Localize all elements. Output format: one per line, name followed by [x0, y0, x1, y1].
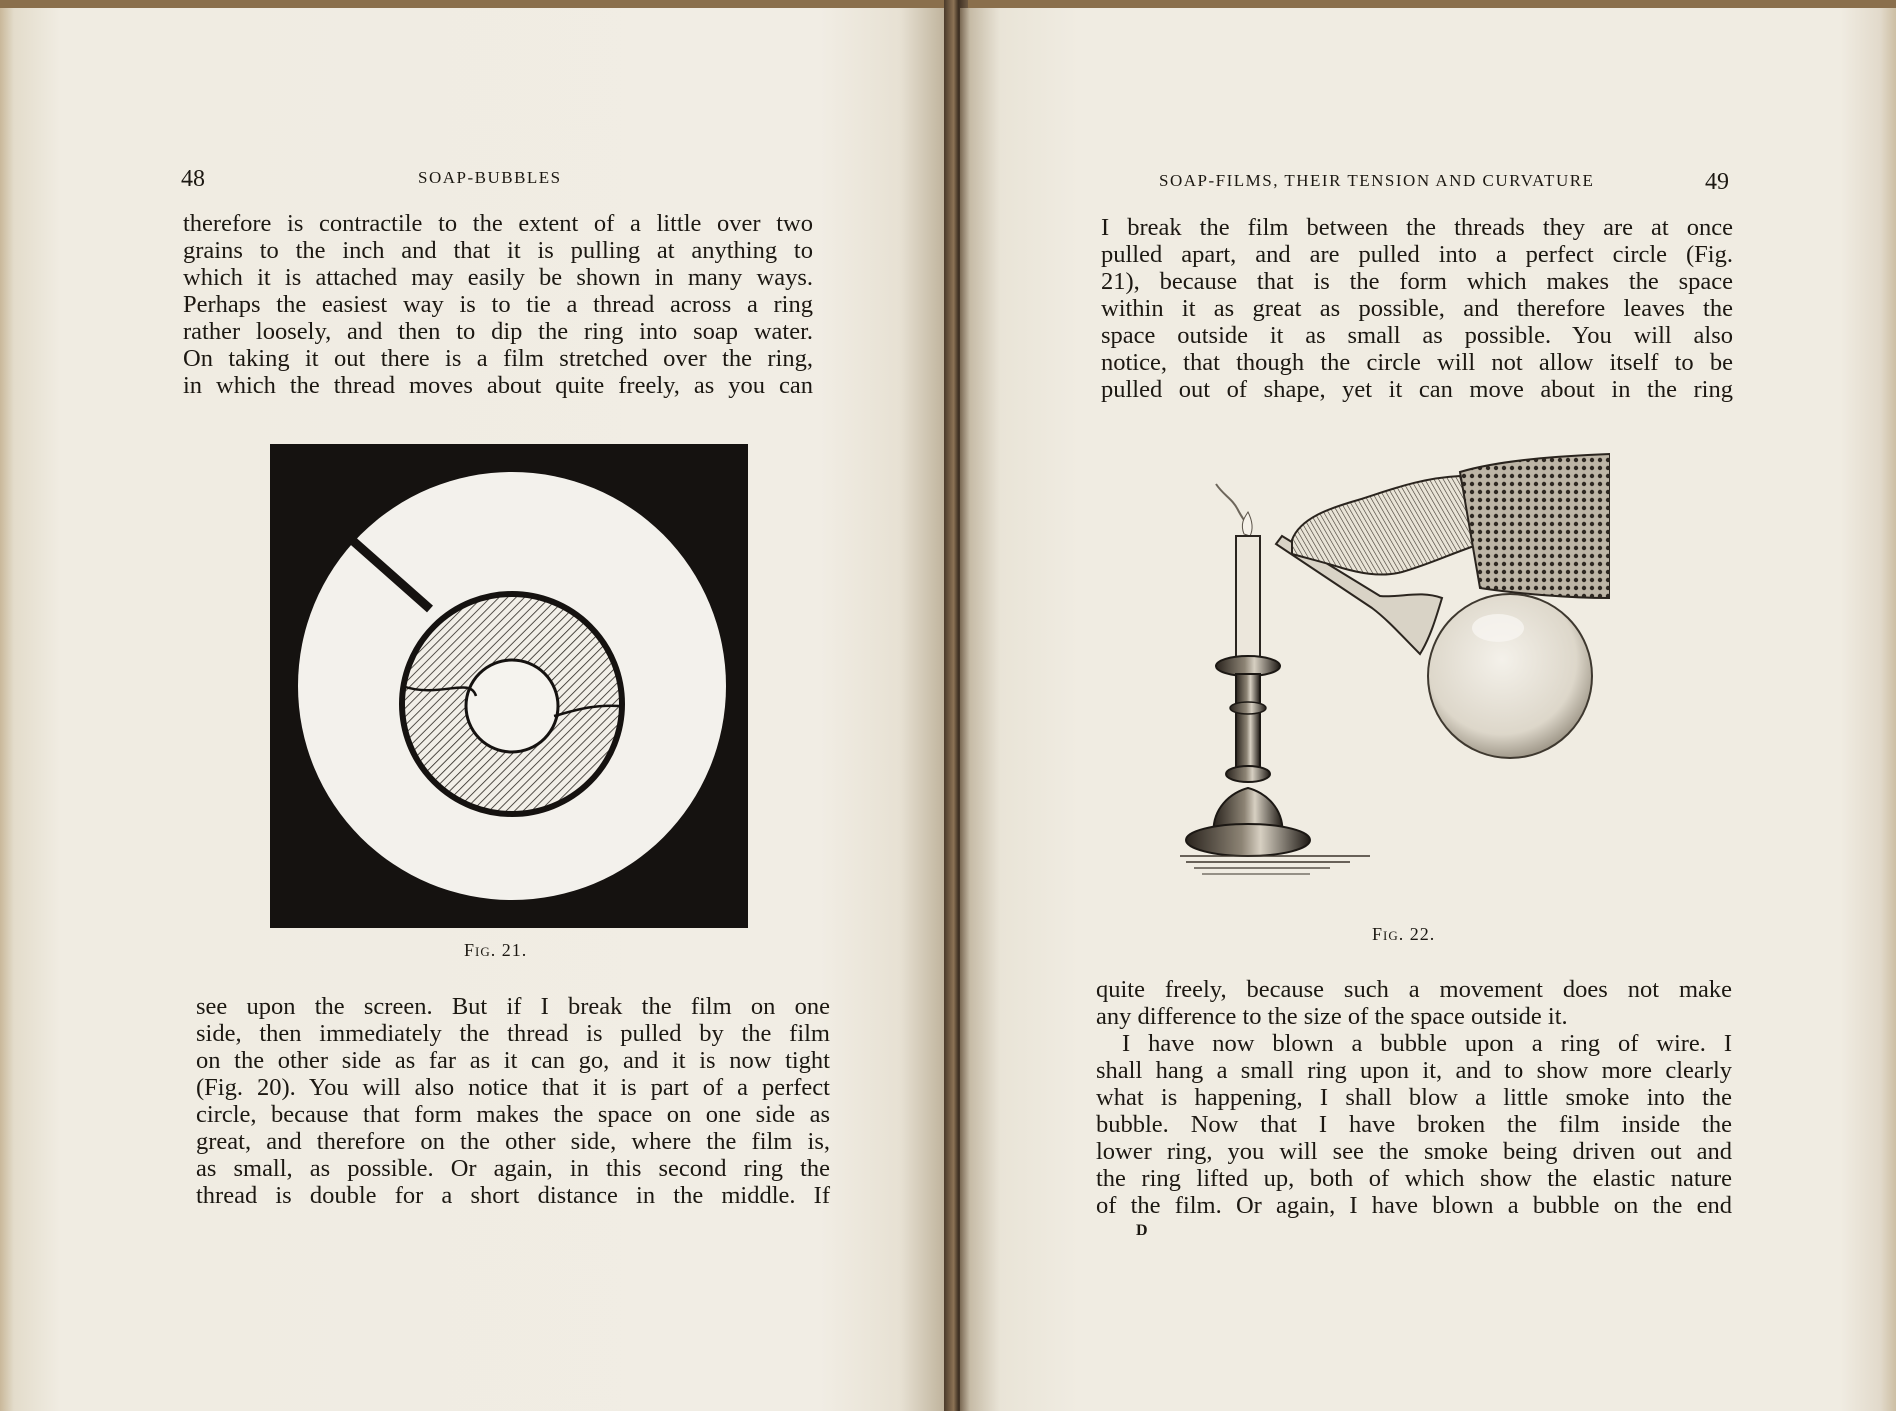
candle-flame: [1242, 512, 1252, 536]
text-line: space outside it as small as possible. You will also: [1101, 322, 1733, 349]
text-line: lower ring, you will see the smoke being driven out and: [1096, 1138, 1732, 1165]
text-line: side, then immediately the thread is pulled by the film: [196, 1020, 830, 1047]
page-number: 48: [181, 166, 205, 192]
thread-circle: [466, 660, 558, 752]
text-line: of the film. Or again, I have blown a bubble on the end: [1096, 1192, 1732, 1219]
text-line: within it as great as possible, and therefore leaves the: [1101, 295, 1733, 322]
hand: [1292, 476, 1480, 575]
figure-22-candle-bubble: [1180, 448, 1610, 918]
text-line: pulled apart, and are pulled into a perfect circle (Fig.: [1101, 241, 1733, 268]
text-line: which it is attached may easily be shown in many ways.: [183, 264, 813, 291]
candlestick-stem: [1236, 674, 1260, 774]
figure-21-ring-diagram: [270, 444, 748, 928]
table-shading: [1180, 856, 1370, 874]
text-line: pulled out of shape, yet it can move about in the ring: [1101, 376, 1733, 403]
body-text-top: [1101, 214, 1733, 403]
signature-mark: D: [1136, 1222, 1148, 1239]
text-line: the ring lifted up, both of which show the elastic nature: [1096, 1165, 1732, 1192]
left-page: [0, 8, 952, 1411]
candlestick-knop: [1226, 766, 1270, 782]
candlestick-foot: [1186, 824, 1310, 856]
text-line: what is happening, I shall blow a little smoke into the: [1096, 1084, 1732, 1111]
text-line: grains to the inch and that it is pulling at anything to: [183, 237, 813, 264]
text-line: On taking it out there is a film stretched over the ring,: [183, 345, 813, 372]
text-line: Perhaps the easiest way is to tie a thread across a ring: [183, 291, 813, 318]
body-text-top: [183, 210, 813, 399]
text-line: rather loosely, and then to dip the ring into soap water.: [183, 318, 813, 345]
text-line: (Fig. 20). You will also notice that it is part of a perfect: [196, 1074, 830, 1101]
sleeve: [1460, 454, 1610, 598]
figure-caption: Fig. 21.: [464, 940, 528, 960]
figure-caption: Fig. 22.: [1372, 924, 1436, 944]
text-line: bubble. Now that I have broken the film inside the: [1096, 1111, 1732, 1138]
text-line: therefore is contractile to the extent of a little over two: [183, 210, 813, 237]
bubble-highlight: [1472, 614, 1524, 642]
right-page: [960, 8, 1896, 1411]
text-line: as small, as possible. Or again, in this second ring the: [196, 1155, 830, 1182]
text-line: see upon the screen. But if I break the film on one: [196, 993, 830, 1020]
body-text-bottom: [196, 993, 830, 1209]
text-line: shall hang a small ring upon it, and to show more clearly: [1096, 1057, 1732, 1084]
text-line: any difference to the size of the space outside it.: [1096, 1003, 1568, 1030]
running-head: SOAP-BUBBLES: [418, 168, 562, 187]
text-line: great, and therefore on the other side, where the film is,: [196, 1128, 830, 1155]
text-line: I break the film between the threads they are at once: [1101, 214, 1733, 241]
text-line: in which the thread moves about quite freely, as you can: [183, 372, 813, 399]
text-line: on the other side as far as it can go, and it is now tight: [196, 1047, 830, 1074]
text-line: I have now blown a bubble upon a ring of wire. I: [1122, 1030, 1732, 1057]
running-head: SOAP-FILMS, THEIR TENSION AND CURVATURE: [1159, 171, 1595, 190]
candlestick-ring: [1230, 702, 1266, 714]
page-number: 49: [1705, 169, 1729, 195]
text-line: notice, that though the circle will not allow itself to be: [1101, 349, 1733, 376]
body-text-bottom: [1096, 976, 1732, 1219]
candle: [1236, 536, 1260, 664]
text-line: 21), because that is the form which makes the space: [1101, 268, 1733, 295]
text-line: quite freely, because such a movement does not make: [1096, 976, 1732, 1003]
text-line: thread is double for a short distance in the middle. If: [196, 1182, 830, 1209]
text-line: circle, because that form makes the space on one side as: [196, 1101, 830, 1128]
